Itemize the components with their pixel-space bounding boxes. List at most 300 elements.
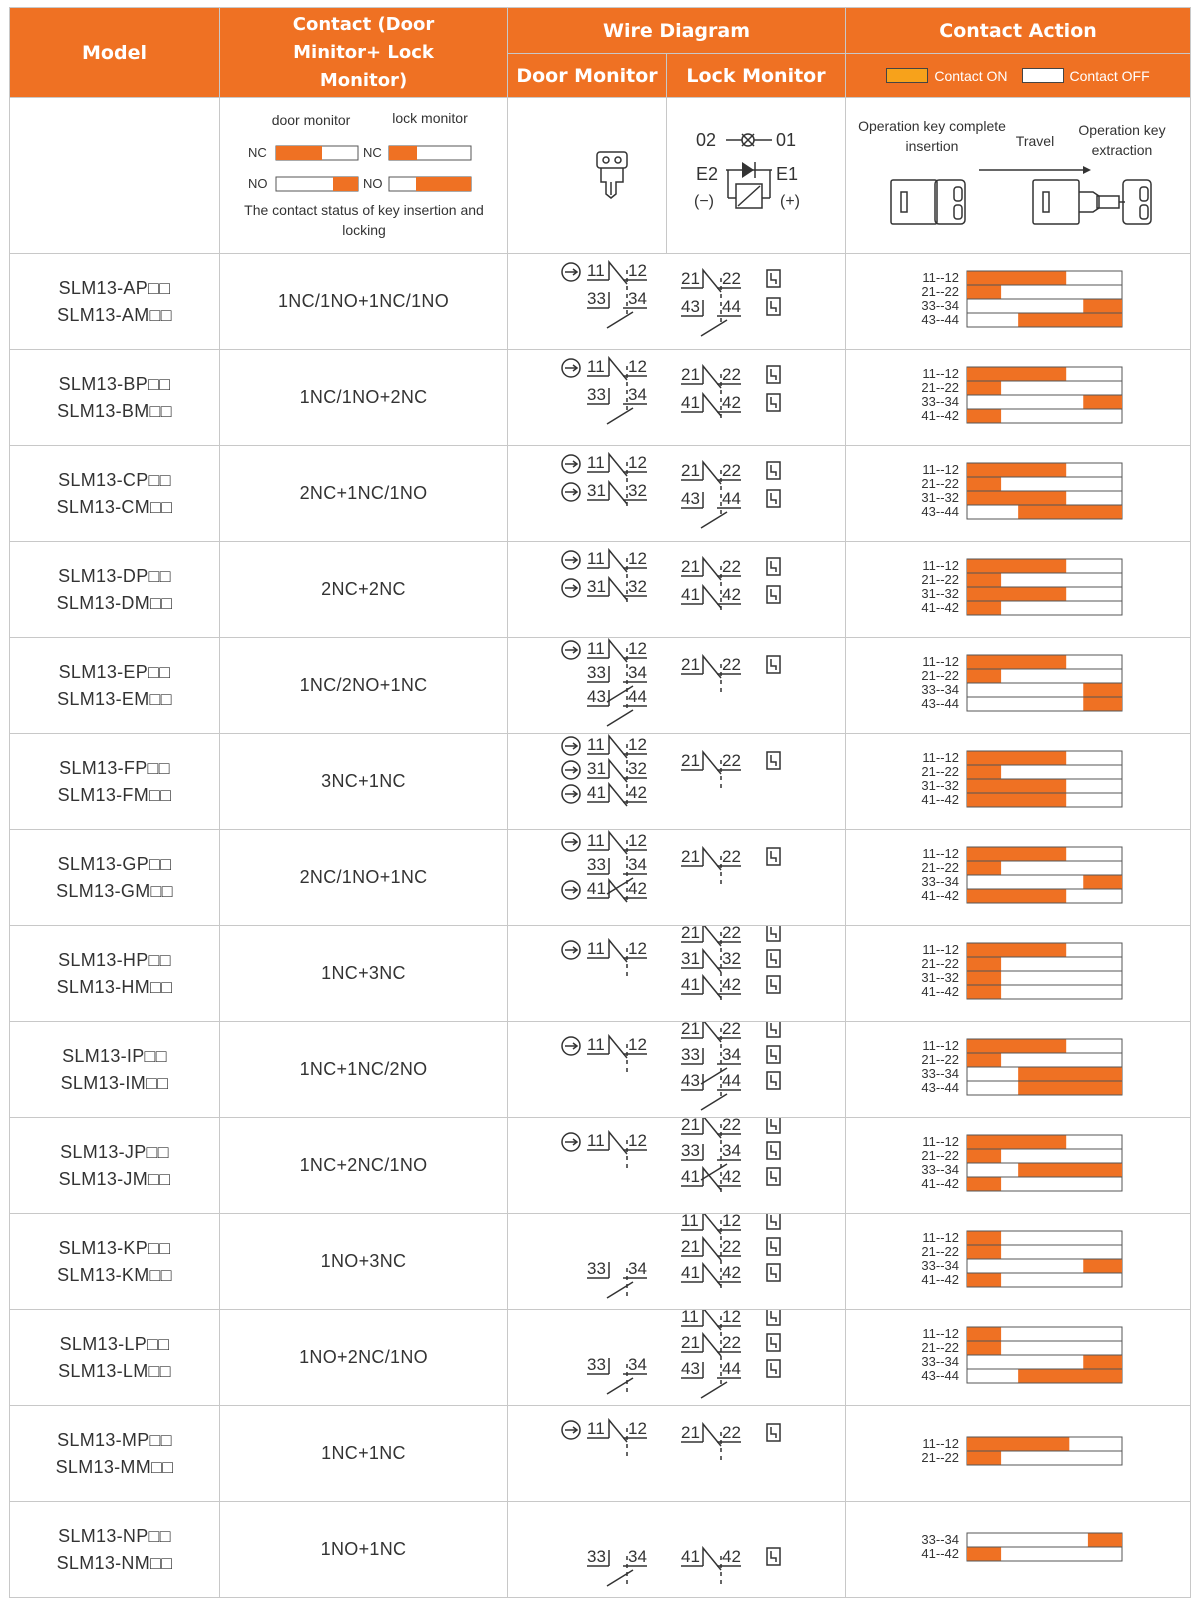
lock-contact-terminal-b: 22 — [721, 365, 741, 384]
contact-config: 1NC/1NO+1NC/1NO — [220, 254, 508, 350]
model-name: SLM13-BP□□ — [58, 373, 171, 394]
contact-action-chart — [847, 638, 1190, 728]
lock-contact-terminal-a: 21 — [680, 847, 700, 866]
contact-pair-label: 21--22 — [920, 284, 959, 299]
door-contact-terminal-b: 44 — [627, 687, 647, 706]
wire-diagram-cell — [508, 542, 846, 638]
door-contact-terminal-a: 33 — [586, 289, 606, 308]
model-name: SLM13-FM□□ — [57, 784, 172, 805]
door-contact-terminal-b: 12 — [627, 549, 647, 568]
contact-action-cell — [846, 1310, 1191, 1406]
lock-contact-terminal-a: 43 — [680, 297, 700, 316]
lock-contact-terminal-b: 44 — [721, 489, 741, 508]
nc-label: NC — [247, 145, 267, 160]
lock-contact-terminal-b: 22 — [721, 751, 741, 770]
contact-action-cell — [846, 830, 1191, 926]
lock-contact-terminal-a: 41 — [680, 1547, 700, 1566]
contact-action-cell — [846, 1502, 1191, 1598]
door-contact-terminal-b: 34 — [627, 1259, 647, 1278]
operation-extract-label: Operation key extraction — [1077, 122, 1166, 158]
contact-config: 2NC/1NO+1NC — [220, 830, 508, 926]
door-monitor-contacts — [562, 1035, 647, 1076]
contact-action-cell — [846, 1406, 1191, 1502]
contact-action-chart — [847, 830, 1190, 920]
contact-action-chart — [847, 1310, 1190, 1400]
action-bar — [967, 368, 1066, 381]
contact-on-label: Contact ON — [934, 67, 1008, 84]
door-monitor-contacts — [562, 549, 647, 602]
lock-contact-terminal-a: 11 — [680, 1214, 699, 1230]
door-contact-terminal-a: 11 — [586, 261, 605, 280]
contact-config: 1NO+1NC — [220, 1502, 508, 1598]
model-cell — [10, 1502, 220, 1598]
model-cell — [10, 254, 220, 350]
door-contact-terminal-b: 42 — [627, 783, 647, 802]
lock-contact-terminal-b: 44 — [721, 1071, 741, 1090]
lock-contact-terminal-b: 22 — [721, 926, 741, 942]
door-contact-terminal-b: 34 — [627, 289, 647, 308]
door-contact-terminal-a: 11 — [586, 549, 605, 568]
contact-action-cell — [846, 542, 1191, 638]
contact-pair-label: 11--12 — [921, 846, 959, 861]
lock-contact-icon — [767, 1142, 780, 1159]
contact-pair-label: 11--12 — [921, 558, 959, 573]
lock-contact-terminal-b: 22 — [721, 269, 741, 288]
contact-action-chart — [847, 1502, 1190, 1592]
door-contact-terminal-a: 11 — [586, 1131, 605, 1150]
door-nc-bar — [276, 146, 322, 160]
door-monitor-contacts — [562, 639, 647, 726]
lock-contact-terminal-a: 21 — [680, 557, 700, 576]
no-label: NO — [247, 176, 267, 191]
solenoid-02: 02 — [696, 130, 717, 150]
wire-diagram-cell — [508, 350, 846, 446]
contact-pair-label: 11--12 — [921, 654, 959, 669]
contact-pair-label: 41--42 — [920, 888, 959, 903]
model-name: SLM13-FP□□ — [59, 757, 170, 778]
model-name: SLM13-GP□□ — [57, 853, 172, 874]
door-contact-terminal-b: 12 — [627, 261, 647, 280]
contact-pair-label: 11--12 — [921, 942, 959, 957]
contact-pair-label: 11--12 — [921, 1436, 959, 1451]
table-row — [10, 542, 1191, 638]
lock-contact-icon — [767, 1360, 780, 1377]
contact-pair-label: 21--22 — [920, 1340, 959, 1355]
contact-off-swatch — [1022, 68, 1064, 83]
lock-contact-terminal-a: 21 — [680, 269, 700, 288]
action-bar — [1018, 314, 1122, 327]
door-contact-terminal-a: 41 — [586, 879, 606, 898]
door-monitor-contacts — [562, 1131, 647, 1172]
contact-action-chart — [847, 542, 1190, 632]
table-row — [10, 254, 1191, 350]
door-monitor-contacts — [562, 1419, 647, 1460]
model-cell — [10, 1310, 220, 1406]
lock-contact-terminal-b: 44 — [721, 1359, 741, 1378]
door-contact-terminal-a: 11 — [586, 939, 605, 958]
contact-pair-label: 31--32 — [920, 586, 959, 601]
action-bar — [1083, 698, 1122, 711]
contact-pair-label: 31--32 — [920, 490, 959, 505]
lock-monitor-contacts — [681, 1310, 780, 1398]
action-bar — [967, 574, 1001, 587]
legend-row — [10, 98, 1191, 254]
lock-contact-terminal-a: 41 — [680, 1263, 700, 1282]
wire-diagram — [509, 1502, 845, 1592]
lock-contact-icon — [767, 1046, 780, 1063]
lock-monitor-contacts — [681, 847, 780, 888]
door-monitor-contacts — [587, 1259, 647, 1300]
wire-diagram-cell — [508, 734, 846, 830]
lock-contact-terminal-b: 44 — [721, 297, 741, 316]
model-name: SLM13-HP□□ — [58, 949, 171, 970]
model-cell — [10, 542, 220, 638]
contact-pair-label: 43--44 — [920, 1080, 959, 1095]
lock-contact-terminal-a: 33 — [680, 1045, 700, 1064]
door-contact-terminal-b: 34 — [627, 1547, 647, 1566]
contact-pair-label: 43--44 — [920, 504, 959, 519]
door-contact-terminal-b: 32 — [627, 481, 647, 500]
contact-config: 1NC+1NC/2NO — [220, 1022, 508, 1118]
lock-contact-terminal-b: 22 — [721, 1237, 741, 1256]
lock-contact-terminal-a: 11 — [680, 1310, 699, 1326]
door-contact-terminal-b: 12 — [627, 735, 647, 754]
action-bar — [967, 958, 1001, 971]
contact-status-diagram — [221, 98, 507, 248]
contact-pair-label: 33--34 — [920, 874, 959, 889]
model-name: SLM13-DP□□ — [58, 565, 171, 586]
wire-diagram-cell — [508, 926, 846, 1022]
wire-diagram — [509, 638, 845, 728]
model-name: SLM13-EP□□ — [58, 661, 171, 682]
door-contact-terminal-a: 11 — [586, 831, 605, 850]
contact-config: 2NC+2NC — [220, 542, 508, 638]
wire-diagram — [509, 1214, 845, 1304]
legend-model-cell — [10, 98, 220, 254]
contact-action-cell — [846, 734, 1191, 830]
contact-status-legend — [220, 98, 508, 254]
action-bar — [967, 286, 1001, 299]
model-cell — [10, 1118, 220, 1214]
status-note: The contact status of key insertion and locking — [243, 202, 484, 238]
contact-config: 1NC+3NC — [220, 926, 508, 1022]
action-bar — [967, 752, 1066, 765]
contact-action-cell — [846, 1214, 1191, 1310]
action-bar — [967, 1438, 1069, 1451]
model-cell — [10, 638, 220, 734]
action-bar — [1083, 300, 1122, 313]
door-contact-terminal-b: 34 — [627, 855, 647, 874]
action-bar — [967, 944, 1066, 957]
lock-contact-terminal-b: 22 — [721, 655, 741, 674]
operation-cell — [846, 98, 1191, 254]
model-cell — [10, 926, 220, 1022]
action-bar — [967, 560, 1066, 573]
contact-pair-label: 33--34 — [920, 1532, 959, 1547]
contact-pair-label: 21--22 — [920, 380, 959, 395]
solenoid-plus: (+) — [780, 193, 800, 210]
action-bar — [967, 492, 1066, 505]
table-row — [10, 638, 1191, 734]
action-bar — [967, 848, 1066, 861]
contact-pair-label: 11--12 — [921, 1134, 959, 1149]
lock-contact-terminal-b: 12 — [721, 1214, 741, 1230]
model-name: SLM13-CM□□ — [56, 496, 173, 517]
contact-pair-label: 41--42 — [920, 984, 959, 999]
model-name: SLM13-KM□□ — [57, 1264, 172, 1285]
lock-contact-terminal-a: 21 — [680, 926, 700, 942]
action-bar — [967, 1150, 1001, 1163]
lock-contact-terminal-b: 12 — [721, 1310, 741, 1326]
lock-contact-terminal-a: 43 — [680, 1071, 700, 1090]
solenoid-01: 01 — [776, 130, 797, 150]
action-bar — [1018, 1370, 1122, 1383]
lock-contact-terminal-a: 31 — [680, 949, 700, 968]
door-contact-terminal-a: 33 — [586, 1547, 606, 1566]
contact-pair-label: 41--42 — [920, 1272, 959, 1287]
contact-action-header: Contact Action — [846, 8, 1191, 54]
model-cell — [10, 446, 220, 542]
lock-monitor-label: lock monitor — [391, 110, 468, 126]
action-bar — [967, 602, 1001, 615]
contact-pair-label: 31--32 — [920, 970, 959, 985]
action-bar — [967, 656, 1066, 669]
contact-config: 1NC/2NO+1NC — [220, 638, 508, 734]
wire-diagram-cell — [508, 1022, 846, 1118]
lock-contact-terminal-a: 21 — [680, 1022, 700, 1038]
action-bar — [967, 1040, 1066, 1053]
lock-contact-terminal-a: 41 — [680, 1167, 700, 1186]
contact-pair-label: 33--34 — [920, 682, 959, 697]
model-name: SLM13-HM□□ — [56, 976, 173, 997]
contact-pair-label: 31--32 — [920, 778, 959, 793]
lock-contact-icon — [767, 976, 780, 993]
lock-contact-icon — [767, 950, 780, 967]
action-bar — [967, 1342, 1001, 1355]
model-cell — [10, 1406, 220, 1502]
action-bar — [1083, 396, 1122, 409]
contact-pair-label: 11--12 — [921, 750, 959, 765]
wire-diagram-header: Wire Diagram — [508, 8, 846, 54]
solenoid-e1: E1 — [776, 164, 799, 184]
action-bar — [1018, 506, 1122, 519]
table-row — [10, 926, 1191, 1022]
contact-pair-label: 33--34 — [920, 1162, 959, 1177]
lock-contact-terminal-b: 22 — [721, 1022, 741, 1038]
model-name: SLM13-LP□□ — [59, 1333, 170, 1354]
action-bar — [967, 1246, 1001, 1259]
lock-contact-terminal-b: 22 — [721, 847, 741, 866]
contact-action-chart — [847, 734, 1190, 824]
lock-contact-terminal-a: 21 — [680, 1333, 700, 1352]
lock-monitor-contacts — [681, 655, 780, 696]
lock-contact-terminal-b: 22 — [721, 557, 741, 576]
action-bar — [1018, 1164, 1122, 1177]
model-name: SLM13-JP□□ — [60, 1141, 169, 1162]
lock-contact-icon — [767, 558, 780, 575]
wire-diagram — [509, 734, 845, 824]
lock-contact-terminal-a: 43 — [680, 489, 700, 508]
contact-action-chart — [847, 446, 1190, 536]
action-bar — [967, 986, 1001, 999]
table-row — [10, 1406, 1191, 1502]
door-contact-terminal-a: 31 — [586, 759, 606, 778]
model-cell — [10, 830, 220, 926]
door-contact-terminal-b: 12 — [627, 639, 647, 658]
action-bar — [967, 780, 1066, 793]
lock-contact-terminal-a: 41 — [680, 585, 700, 604]
lock-contact-terminal-b: 42 — [721, 1263, 741, 1282]
wire-diagram-cell — [508, 446, 846, 542]
door-contact-terminal-b: 12 — [627, 453, 647, 472]
model-cell — [10, 1022, 220, 1118]
model-cell — [10, 734, 220, 830]
key-icon — [509, 98, 665, 248]
table-row — [10, 446, 1191, 542]
contact-pair-label: 41--42 — [920, 408, 959, 423]
contact-pair-label: 21--22 — [920, 572, 959, 587]
contact-pair-label: 21--22 — [920, 1450, 959, 1465]
action-bar — [967, 1274, 1001, 1287]
model-name: SLM13-AP□□ — [58, 277, 171, 298]
wire-diagram — [509, 254, 845, 344]
lock-contact-icon — [767, 366, 780, 383]
lock-contact-terminal-a: 41 — [680, 393, 700, 412]
lock-monitor-contacts — [681, 269, 780, 336]
door-contact-terminal-b: 12 — [627, 831, 647, 850]
contact-pair-label: 11--12 — [921, 1038, 959, 1053]
door-contact-terminal-b: 12 — [627, 939, 647, 958]
contact-action-chart — [847, 1406, 1190, 1496]
contact-pair-label: 11--12 — [921, 1230, 959, 1245]
lock-contact-terminal-a: 21 — [680, 1237, 700, 1256]
wire-diagram-cell — [508, 1310, 846, 1406]
action-bar — [967, 1328, 1001, 1341]
contact-header: Contact (Door Minitor+ Lock Monitor) — [220, 8, 508, 98]
lock-monitor-contacts — [681, 926, 780, 1000]
lock-contact-icon — [767, 462, 780, 479]
contact-action-cell — [846, 254, 1191, 350]
wire-diagram-cell — [508, 638, 846, 734]
contact-action-chart — [847, 926, 1190, 1016]
contact-pair-label: 21--22 — [920, 476, 959, 491]
door-contact-terminal-a: 33 — [586, 385, 606, 404]
contact-config: 3NC+1NC — [220, 734, 508, 830]
action-bar — [1083, 1356, 1122, 1369]
action-bar — [967, 382, 1001, 395]
contact-action-cell — [846, 446, 1191, 542]
lock-contact-icon — [767, 490, 780, 507]
lock-contact-terminal-b: 22 — [721, 461, 741, 480]
lock-contact-terminal-b: 22 — [721, 1118, 741, 1134]
wire-diagram — [509, 350, 845, 440]
action-bar — [967, 890, 1066, 903]
action-bar — [967, 478, 1001, 491]
lock-monitor-contacts — [681, 461, 780, 528]
contact-pair-label: 11--12 — [921, 366, 959, 381]
travel-label: Travel — [1015, 133, 1054, 149]
contact-action-cell — [846, 638, 1191, 734]
lock-contact-terminal-b: 42 — [721, 1547, 741, 1566]
contact-pair-label: 43--44 — [920, 696, 959, 711]
contact-action-chart — [847, 1022, 1190, 1112]
wire-diagram-cell — [508, 254, 846, 350]
door-contact-terminal-b: 12 — [627, 1419, 647, 1438]
contact-pair-label: 11--12 — [921, 270, 959, 285]
door-monitor-contacts — [587, 1547, 647, 1588]
lock-monitor-contacts — [681, 1547, 780, 1588]
door-contact-terminal-a: 11 — [586, 1035, 605, 1054]
contact-pair-label: 33--34 — [920, 298, 959, 313]
door-monitor-header: Door Monitor — [508, 54, 667, 98]
door-monitor-contacts — [562, 939, 647, 980]
lock-monitor-contacts — [681, 1022, 780, 1110]
door-no-bar — [333, 177, 358, 191]
nc-label-2: NC — [362, 145, 382, 160]
action-bar — [967, 1232, 1001, 1245]
lock-no-bar — [416, 177, 471, 191]
lock-monitor-contacts — [681, 557, 780, 610]
door-key-cell — [508, 98, 667, 254]
action-bar — [967, 670, 1001, 683]
action-bar — [1083, 1260, 1122, 1273]
lock-contact-icon — [767, 1424, 780, 1441]
contact-pair-label: 43--44 — [920, 312, 959, 327]
lock-monitor-contacts — [681, 1118, 780, 1192]
wire-diagram — [509, 926, 845, 1016]
contact-pair-label: 21--22 — [920, 1052, 959, 1067]
lock-contact-icon — [767, 1548, 780, 1565]
model-name: SLM13-DM□□ — [56, 592, 173, 613]
contact-pair-label: 43--44 — [920, 1368, 959, 1383]
model-cell — [10, 350, 220, 446]
wire-diagram — [509, 446, 845, 536]
action-bar — [967, 1178, 1001, 1191]
contact-action-cell — [846, 350, 1191, 446]
wire-diagram-cell — [508, 1214, 846, 1310]
lock-monitor-contacts — [681, 365, 780, 418]
door-contact-terminal-b: 12 — [627, 1131, 647, 1150]
lock-nc-bar — [389, 146, 417, 160]
table-row — [10, 1310, 1191, 1406]
contact-pair-label: 21--22 — [920, 956, 959, 971]
wire-diagram-cell — [508, 1406, 846, 1502]
contact-config: 1NC+1NC — [220, 1406, 508, 1502]
action-bar — [967, 272, 1066, 285]
lock-contact-terminal-b: 22 — [721, 1423, 741, 1442]
action-bar — [967, 464, 1066, 477]
contact-pair-label: 33--34 — [920, 1258, 959, 1273]
lock-contact-icon — [767, 1238, 780, 1255]
contact-config: 1NO+2NC/1NO — [220, 1310, 508, 1406]
door-contact-terminal-a: 33 — [586, 1355, 606, 1374]
contact-legend — [846, 54, 1191, 98]
lock-contact-terminal-a: 21 — [680, 461, 700, 480]
contact-pair-label: 33--34 — [920, 1066, 959, 1081]
lock-contact-terminal-a: 43 — [680, 1359, 700, 1378]
contact-on-swatch — [886, 68, 928, 83]
action-bar — [967, 972, 1001, 985]
action-bar — [1018, 1082, 1122, 1095]
wire-diagram-cell — [508, 1118, 846, 1214]
lock-contact-terminal-b: 42 — [721, 585, 741, 604]
door-monitor-contacts — [562, 831, 647, 904]
operation-insert-label: Operation key complete insertion — [857, 118, 1006, 154]
contact-pair-label: 21--22 — [920, 1244, 959, 1259]
lock-contact-terminal-a: 21 — [680, 1423, 700, 1442]
model-name: SLM13-NP□□ — [58, 1525, 171, 1546]
door-contact-terminal-a: 11 — [586, 1419, 605, 1438]
